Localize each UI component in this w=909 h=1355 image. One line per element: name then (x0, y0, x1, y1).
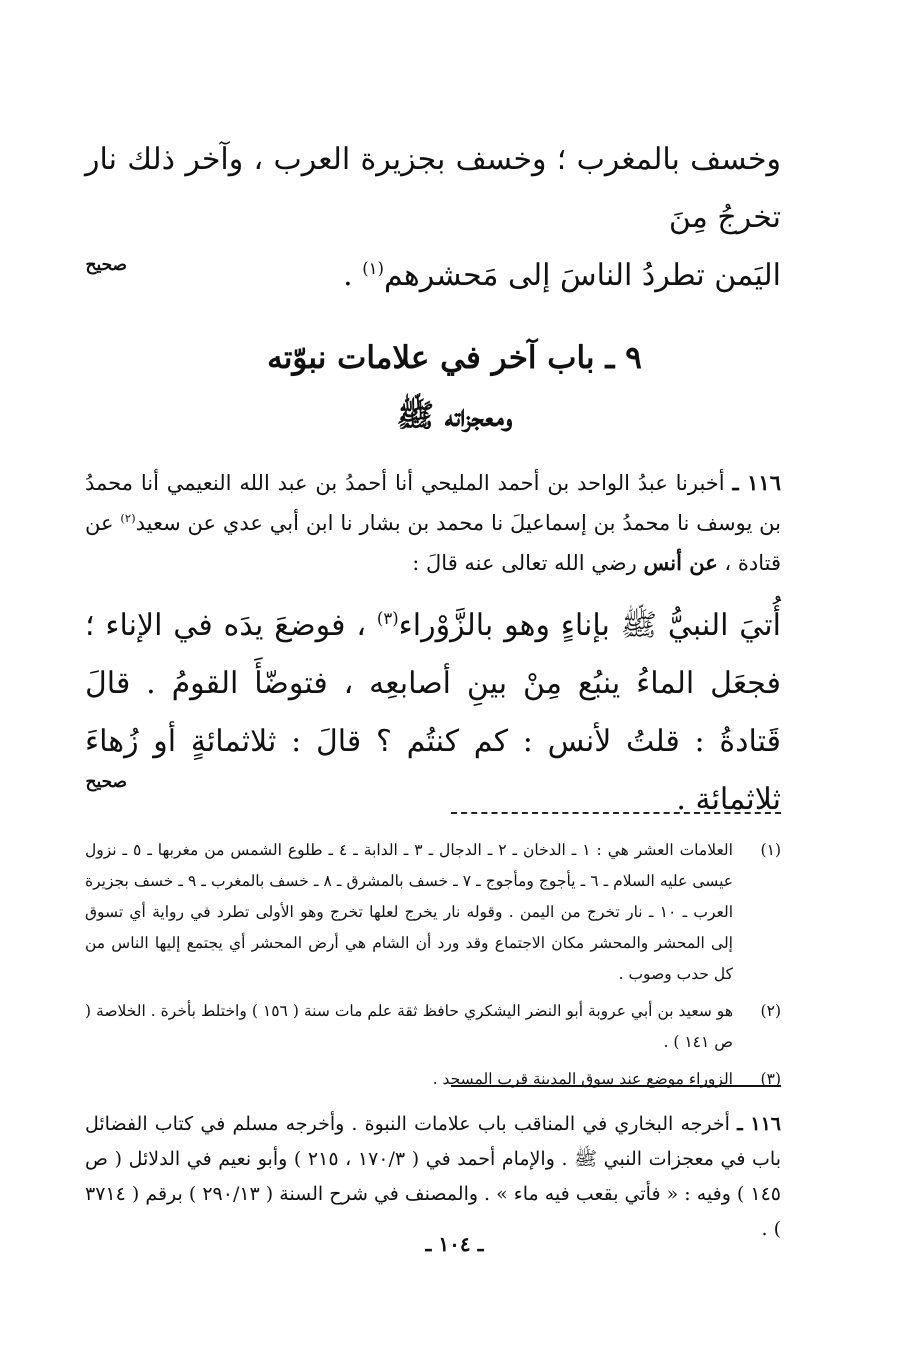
matn-text-1: أُتيَ النبيُّ ﷺ بإناءٍ وهو بالزَّوْراء (398, 608, 781, 643)
isnad-text-3: رضي الله تعالى عنه قالَ : (412, 551, 644, 575)
takhrij-text: أخرجه البخاري في المناقب باب علامات النبوة . وأخرجه مسلم في كتاب الفضائل باب في معجزات النبي ﷺ . والإمام أحمد في ( ١٧٠/٣ ، ٢١٥ ) وأبو نعيم في الدلائل ( ص ١٤٥ ) وفيه : « فأتي بقعب فيه ماء » . والمصنف في شرح السنة ( ٢٩٠/١٣ ) برقم ( ٣٧١٤ ) . (85, 1113, 782, 1240)
footnote-ref-2: (٢) (120, 511, 136, 525)
chapter-title-line-2: ومعجزاته ﷺ (396, 398, 513, 434)
footnote-number: (٢) (760, 1002, 781, 1020)
grade-label-2: صحيح (85, 772, 127, 792)
passage-line-2-end: . (343, 258, 363, 293)
passage-line-2 (85, 247, 781, 305)
footnote-2 (85, 996, 781, 1058)
isnad-text-2: عن قتادة ، (85, 511, 781, 575)
footnotes (85, 835, 781, 1101)
page-number: ـ ١٠٤ ـ (425, 1232, 484, 1256)
footnote-3 (85, 1064, 781, 1095)
continued-hadith-text (85, 131, 781, 305)
isnad-text-1: أخبرنا عبدُ الواحد بن أحمد المليحي أنا أحمدُ بن عبد الله النعيمي أنا محمدُ بن يوسف نا محمدُ بن إسماعيلَ نا محمد بن بشار نا ابن أبي عدي عن سعيد (85, 471, 781, 535)
footnote-ref-3: (٣) (376, 609, 399, 628)
footnote-ref-1: (١) (362, 259, 384, 278)
footnote-number: (٣) (760, 1070, 781, 1088)
passage-line-2-text: اليَمن تطردُ الناسَ إلى مَحشرهم (383, 258, 781, 293)
footnote-1 (85, 835, 781, 990)
takhrij-separator (451, 1085, 781, 1087)
isnad-narrator-anas: عن أنس (643, 550, 718, 575)
chapter-title-line-1: ٩ ـ باب آخر في علامات نبوّته (267, 340, 642, 376)
takhrij-number: ١١٦ ـ (737, 1113, 781, 1135)
grade-label-1: صحيح (85, 255, 127, 275)
passage-line-1: وخسف بالمغرب ؛ وخسف بجزيرة العرب ، وآخر ذلك نار تخرجُ مِنَ (85, 142, 781, 235)
hadith-isnad (85, 463, 781, 583)
hadith-number: ١١٦ ـ (732, 470, 781, 495)
takhrij-paragraph (85, 1107, 781, 1247)
footnote-number: (١) (760, 841, 781, 859)
footnote-text: الزوراء موضع عند سوق المدينة قرب المسجد . (432, 1070, 733, 1088)
footnote-text: العلامات العشر هي : ١ ـ الدخان ـ ٢ ـ الدجال ـ ٣ ـ الدابة ـ ٤ ـ طلوع الشمس من مغربها ـ ٥ ـ نزول عيسى عليه السلام ـ ٦ ـ يأجوج ومأجوج ـ ٧ ـ خسف بالمشرق ـ ٨ ـ خسف بالمغرب ـ ٩ ـ خسف بجزيرة العرب ـ ١٠ ـ نار تخرج من اليمن . وقوله نار يخرج لعلها تخرج وهو الأولى تطرد في رواية أي تسوق إلى المحشر والمحشر مكان الاجتماع وقد ورد أن الشام هي أرض المحشر أي يجتمع إليها الناس من كل حدب وصوب . (85, 841, 734, 983)
footnote-text: هو سعيد بن أبي عروبة أبو النضر اليشكري حافظ ثقة علم مات سنة ( ١٥٦ ) واختلط بأخرة . الخلاصة ( ص ١٤١ ) . (85, 1002, 733, 1051)
footnotes-separator (451, 812, 781, 814)
matn-text-2: ، فوضعَ يدَه في الإناء ؛ فجعَل الماءُ ينبُع مِنْ بينِ أصابعِه ، فتوضّأَ القومُ . قالَ قَتادةُ : قلتُ لأنس : كم كنتُم ؟ قالَ : ثلاثمائةٍ أو زُهاءَ ثلاثمائة . (85, 608, 781, 817)
hadith-matn (85, 597, 781, 829)
